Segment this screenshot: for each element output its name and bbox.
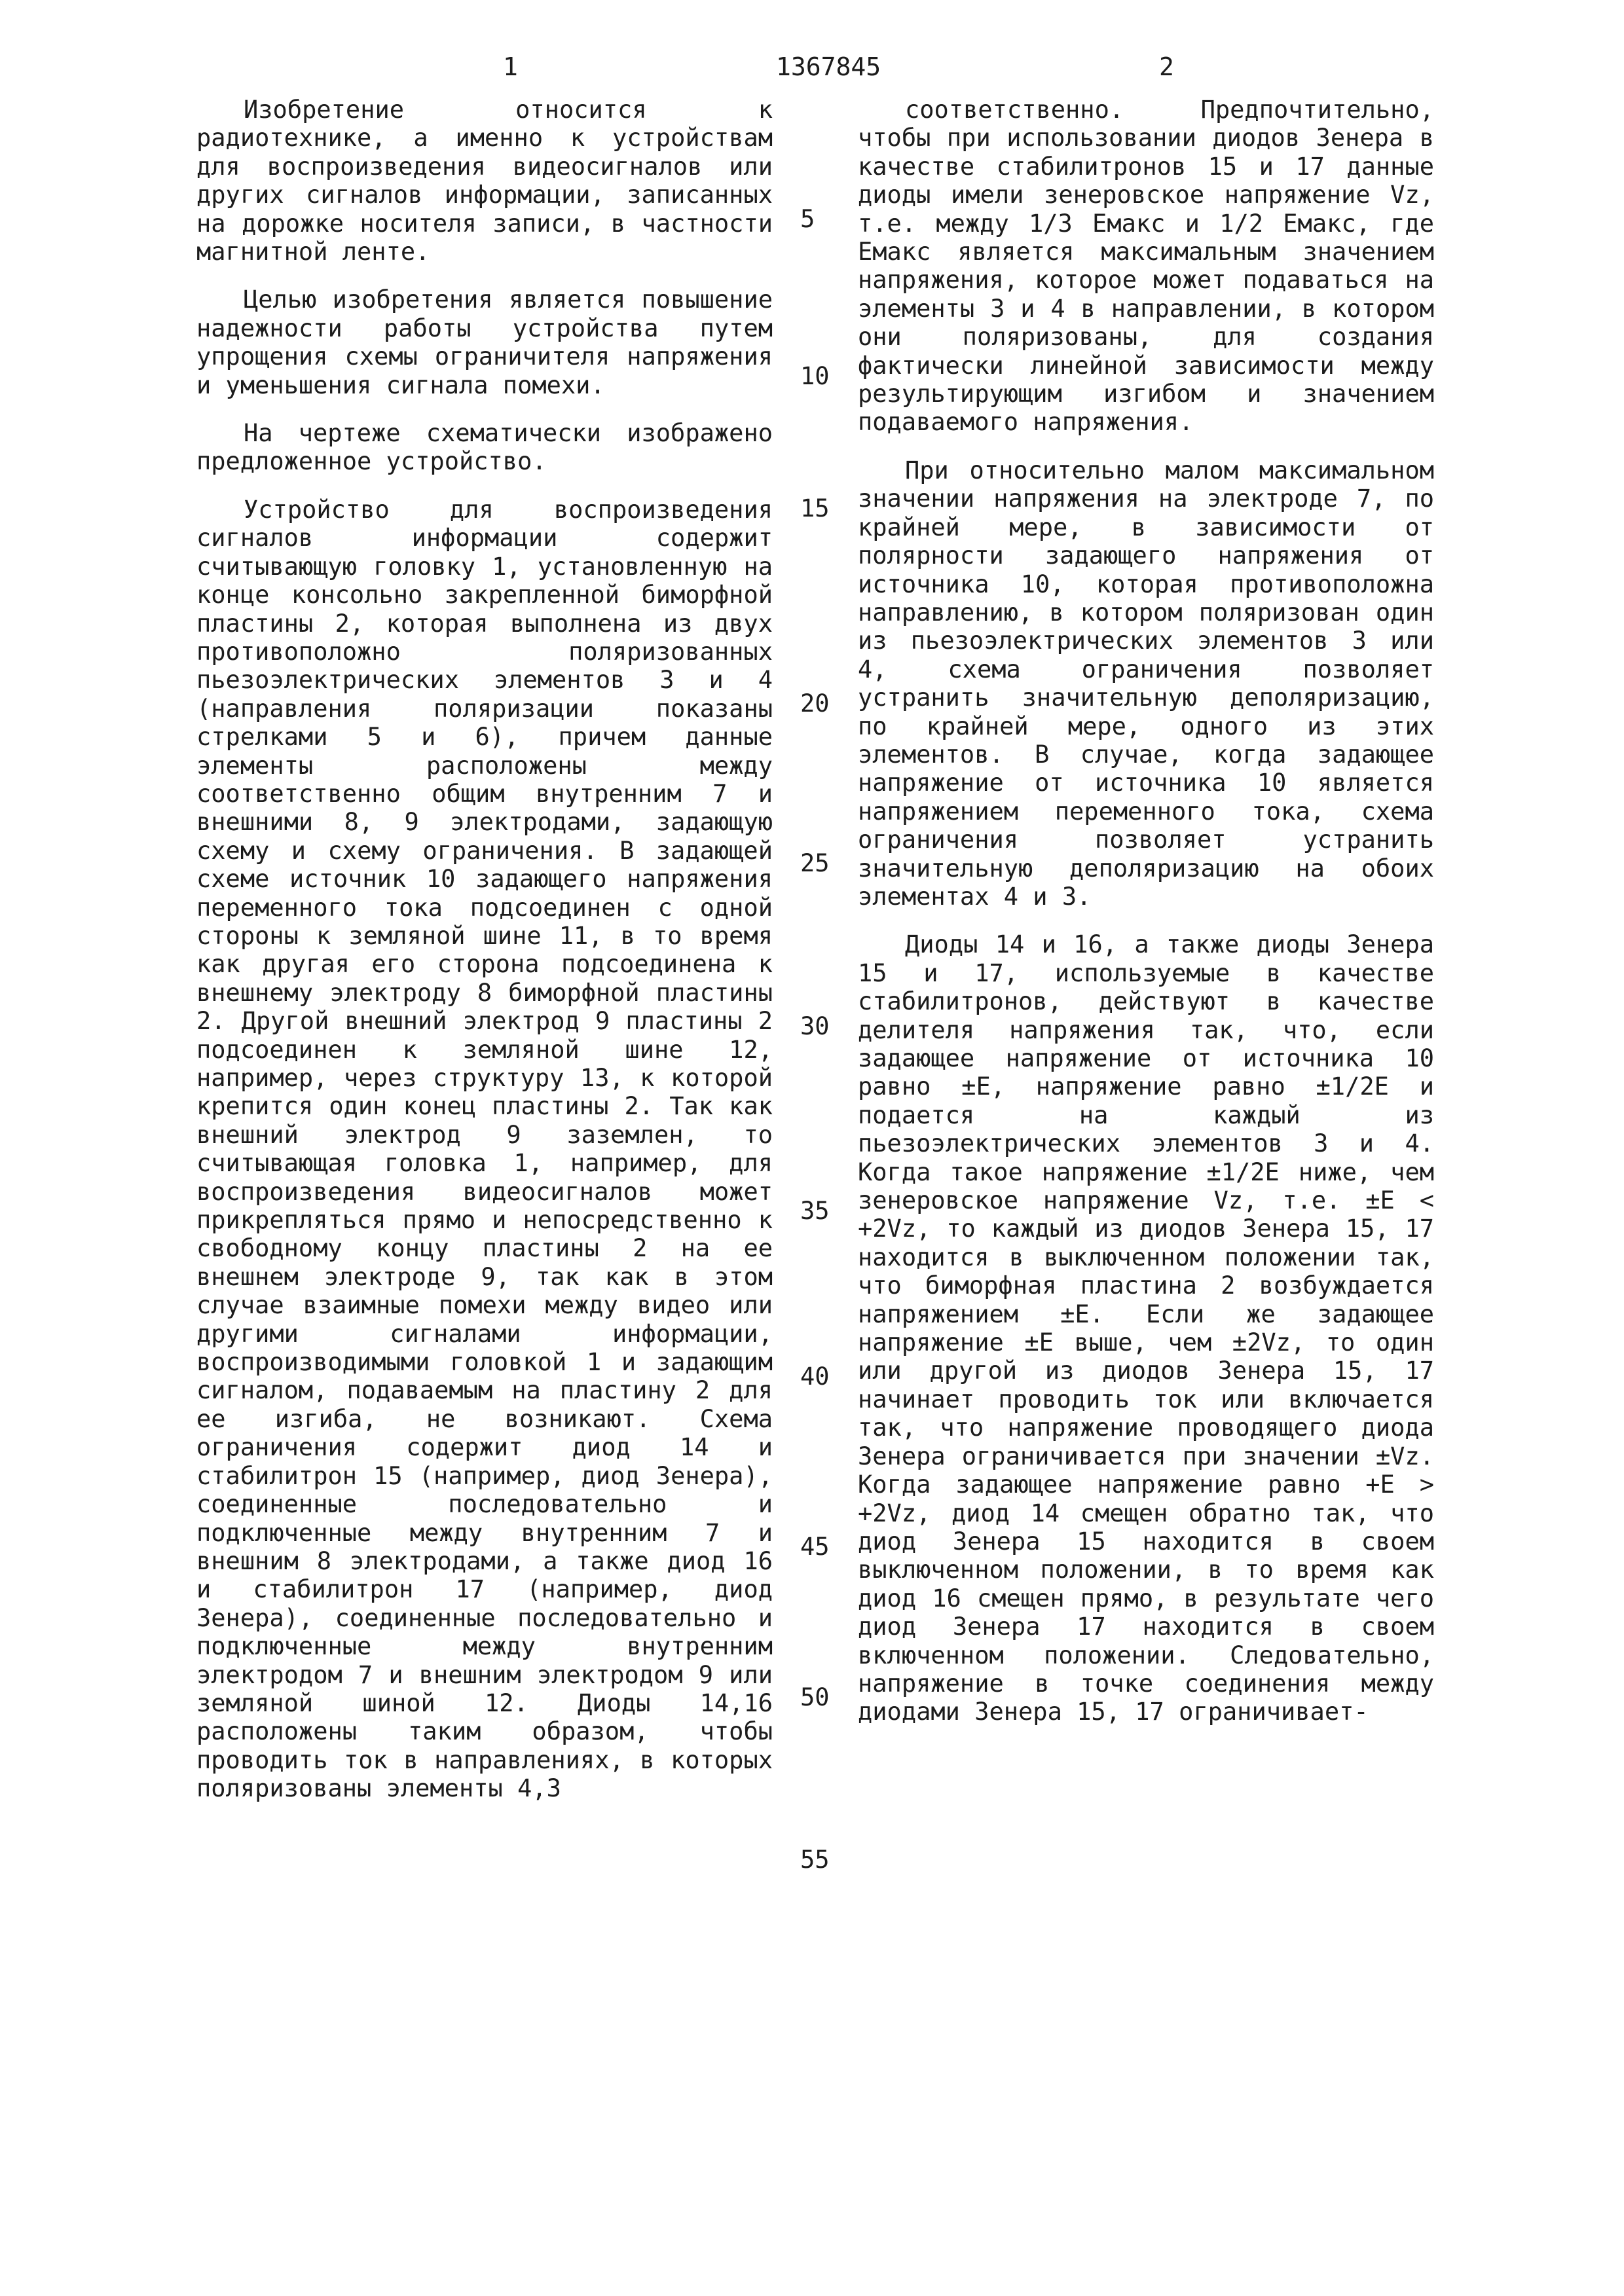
line-number: 55 — [800, 1846, 830, 1874]
paragraph: При относительно малом максимальном значении напряжения на электроде 7, по крайней мере, в зависимости от полярности задающего напряжения от источника 10, которая противоположна направлению, в котором поляризован один из пьезоэлектрических элементов 3 или 4, схема ограничения позволяет устранить значительную деполяризацию, по крайней мере, одного из этих элементов. В случае, когда задающее напряжение от источника 10 является напряжением переменного тока, схема ограничения позволяет устранить значительную деполяризацию на обоих элементах 4 и 3. — [858, 456, 1434, 911]
paragraph: Устройство для воспроизведения сигналов информации содержит считывающую головку 1, установленную на конце консольно закрепленной биморфной пластины 2, которая выполнена из двух противоположно поляризованных пьезоэлектрических элементов 3 и 4 (направления поляризации показаны стрелками 5 и 6), причем данные элементы расположены между соответственно общим внутренним 7 и внешними 8, 9 электродами, задающую схему и схему ограничения. В задающей схеме источник 10 задающего напряжения переменного тока подсоединен с одной стороны к земляной шине 11, в то время как другая его сторона подсоединена к внешнему электроду 8 биморфной пластины 2. Другой внешний электрод 9 пластины 2 подсоединен к земляной шине 12, например, через структуру 13, к которой крепится один конец пластины 2. Так как внешний электрод 9 заземлен, то считывающая головка 1, например, для воспроизведения видеосигналов может прикрепляться прямо и непосредственно к свободному концу пластины 2 на ее внешнем электроде 9, так как в этом случае взаимные помехи между видео или другими сигналами информации, воспроизводимыми головкой 1 и задающим сигналом, подаваемым на пластину 2 для ее изгиба, не возникают. Схема ограничения содержит диод 14 и стабилитрон 15 (например, диод Зенера), соединенные последовательно и подключенные между внутренним 7 и внешним 8 электродами, а также диод 16 и стабилитрон 17 (например, диод Зенера), соединенные последовательно и подключенные между внутренним электродом 7 и внешним электродом 9 или земляной шиной 12. Диоды 14,16 расположены таким образом, чтобы проводить ток в направлениях, в которых поляризованы элементы 4,3 — [196, 495, 773, 1803]
line-number: 35 — [800, 1197, 830, 1225]
line-number: 5 — [800, 205, 815, 233]
right-column — [858, 96, 1434, 1746]
paragraph: соответственно. Предпочтительно, чтобы при использовании диодов Зенера в качестве стабилитронов 15 и 17 данные диоды имели зенеровское напряжение Vz, т.е. между 1/3 Eмакс и 1/2 Eмакс, где Eмакс является максимальным значением напряжения, которое может подаваться на элементы 3 и 4 в направлении, в котором они поляризованы, для создания фактически линейной зависимости между результирующим изгибом и значением подаваемого напряжения. — [858, 96, 1434, 437]
line-number: 40 — [800, 1362, 830, 1391]
line-number: 20 — [800, 689, 830, 718]
line-number: 15 — [800, 494, 830, 522]
line-number: 10 — [800, 362, 830, 390]
line-number: 30 — [800, 1012, 830, 1040]
paragraph: Диоды 14 и 16, а также диоды Зенера 15 и 17, используемые в качестве стабилитронов, действуют в качестве делителя напряжения так, что, если задающее напряжение от источника 10 равно ±E, напряжение равно ±1/2E и подается на каждый из пьезоэлектрических элементов 3 и 4. Когда такое напряжение ±1/2E ниже, чем зенеровское напряжение Vz, т.е. ±E < +2Vz, то каждый из диодов Зенера 15, 17 находится в выключенном положении так, что биморфная пластина 2 возбуждается напряжением ±E. Если же задающее напряжение ±E выше, чем ±2Vz, то один или другой из диодов Зенера 15, 17 начинает проводить ток или включается так, что напряжение проводящего диода Зенера ограничивается при значении ±Vz. Когда задающее напряжение равно +E > +2Vz, диод 14 смещен обратно так, что диод Зенера 15 находится в своем выключенном положении, в то время как диод 16 смещен прямо, в результате чего диод Зенера 17 находится в своем включенном положении. Следовательно, напряжение в точке соединения между диодами Зенера 15, 17 ограничивает- — [858, 930, 1434, 1726]
paragraph: Целью изобретения является повышение надежности работы устройства путем упрощения схемы ограничителя напряжения и уменьшения сигнала помехи. — [196, 285, 773, 399]
line-number: 45 — [800, 1533, 830, 1561]
line-number: 50 — [800, 1683, 830, 1711]
paragraph: Изобретение относится к радиотехнике, а именно к устройствам для воспроизведения видеосигналов или других сигналов информации, записанных на дорожке носителя записи, в частности магнитной ленте. — [196, 96, 773, 266]
patent-number: 1367845 — [776, 52, 881, 81]
line-number: 25 — [800, 849, 830, 877]
column-number-right: 2 — [1159, 52, 1174, 81]
left-column — [196, 96, 773, 1823]
paragraph: На чертеже схематически изображено предложенное устройство. — [196, 419, 773, 476]
column-number-left: 1 — [503, 52, 518, 81]
